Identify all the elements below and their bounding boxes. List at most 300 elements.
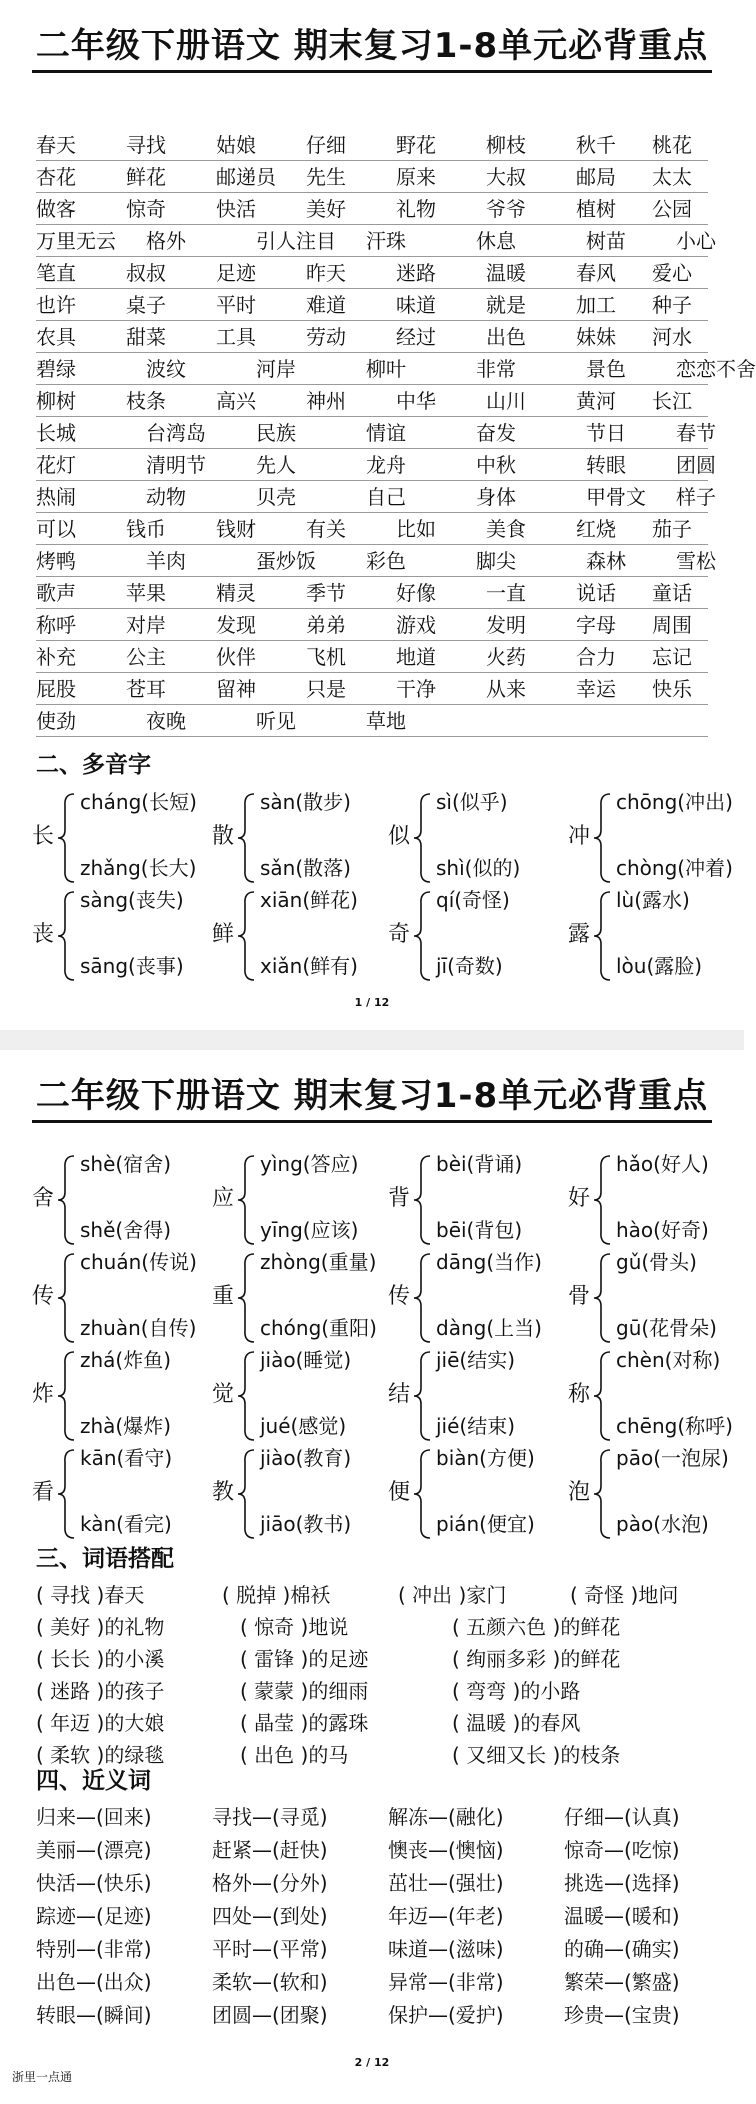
page-title-2: 二年级下册语文 期末复习1-8单元必背重点 bbox=[0, 1072, 744, 1123]
polyphonic-char: 应 bbox=[212, 1186, 235, 1211]
brace-icon bbox=[592, 1154, 612, 1246]
vocab-word: 河岸 bbox=[256, 357, 296, 381]
collocation-item: ( 脱掉 )棉袄 bbox=[222, 1583, 331, 1607]
polyphonic-item bbox=[212, 886, 392, 986]
reading-bottom: pián(便宜) bbox=[436, 1512, 535, 1536]
section-polyphonic-title: 二、多音字 bbox=[36, 752, 151, 778]
polyphonic-char: 长 bbox=[32, 824, 55, 849]
vocab-word: 恋恋不舍 bbox=[676, 357, 756, 381]
vocab-word: 景色 bbox=[586, 357, 626, 381]
vocab-word: 贝壳 bbox=[256, 485, 296, 509]
vocab-word: 转眼 bbox=[586, 453, 626, 477]
collocation-item: ( 温暖 )的春风 bbox=[452, 1711, 581, 1735]
vocab-word: 平时 bbox=[216, 293, 256, 317]
vocab-word: 雪松 bbox=[676, 549, 716, 573]
vocab-word: 弟弟 bbox=[306, 613, 346, 637]
synonym-pair: 味道—(滋味) bbox=[388, 1937, 504, 1961]
vocab-word: 做客 bbox=[36, 197, 76, 221]
vocab-word: 桌子 bbox=[126, 293, 166, 317]
brace-icon bbox=[592, 1448, 612, 1540]
vocab-word: 农具 bbox=[36, 325, 76, 349]
vocab-word: 格外 bbox=[146, 229, 186, 253]
polyphonic-char: 鲜 bbox=[212, 922, 235, 947]
vocab-row bbox=[36, 194, 708, 225]
polyphonic-item bbox=[212, 1248, 392, 1348]
reading-bottom: jiāo(教书) bbox=[260, 1512, 352, 1536]
vocab-word: 红烧 bbox=[576, 517, 616, 541]
polyphonic-item bbox=[212, 1444, 392, 1544]
collocation-item: ( 五颜六色 )的鲜花 bbox=[452, 1615, 621, 1639]
vocab-word: 劳动 bbox=[306, 325, 346, 349]
vocab-word: 姑娘 bbox=[216, 133, 256, 157]
vocab-word: 妹妹 bbox=[576, 325, 616, 349]
vocab-row bbox=[36, 162, 708, 193]
vocab-word: 足迹 bbox=[216, 261, 256, 285]
vocab-row bbox=[36, 514, 708, 545]
vocab-word: 柳叶 bbox=[366, 357, 406, 381]
vocab-word: 美好 bbox=[306, 197, 346, 221]
polyphonic-item bbox=[388, 886, 568, 986]
vocab-word: 有关 bbox=[306, 517, 346, 541]
polyphonic-item bbox=[32, 788, 212, 888]
brace-icon bbox=[412, 1154, 432, 1246]
vocab-row bbox=[36, 258, 708, 289]
polyphonic-item bbox=[568, 886, 748, 986]
vocab-word: 茄子 bbox=[652, 517, 692, 541]
polyphonic-item bbox=[388, 1150, 568, 1250]
vocab-word: 烤鸭 bbox=[36, 549, 76, 573]
vocab-word: 样子 bbox=[676, 485, 716, 509]
synonym-pair: 转眼—(瞬间) bbox=[36, 2003, 152, 2027]
vocab-row bbox=[36, 674, 708, 705]
vocab-row bbox=[36, 578, 708, 609]
vocab-word: 发现 bbox=[216, 613, 256, 637]
vocab-word: 先人 bbox=[256, 453, 296, 477]
synonym-pair: 惊奇—(吃惊) bbox=[564, 1838, 680, 1862]
page-number: 1 / 12 bbox=[354, 996, 390, 1009]
vocab-word: 工具 bbox=[216, 325, 256, 349]
polyphonic-char: 冲 bbox=[568, 824, 591, 849]
vocab-word: 邮局 bbox=[576, 165, 616, 189]
vocab-word: 说话 bbox=[576, 581, 616, 605]
vocab-row bbox=[36, 418, 716, 449]
vocab-word: 热闹 bbox=[36, 485, 76, 509]
collocation-item: ( 长长 )的小溪 bbox=[36, 1647, 165, 1671]
polyphonic-char: 觉 bbox=[212, 1382, 235, 1407]
collocation-item: ( 出色 )的马 bbox=[240, 1743, 349, 1767]
vocab-word: 对岸 bbox=[126, 613, 166, 637]
vocab-word: 民族 bbox=[256, 421, 296, 445]
vocab-word: 味道 bbox=[396, 293, 436, 317]
synonym-pair: 仔细—(认真) bbox=[564, 1805, 680, 1829]
section-collocation-title: 三、词语搭配 bbox=[36, 1546, 174, 1572]
reading-top: jiē(结实) bbox=[436, 1348, 516, 1372]
polyphonic-char: 背 bbox=[388, 1186, 411, 1211]
vocab-row bbox=[36, 610, 708, 641]
synonym-pair: 四处—(到处) bbox=[212, 1904, 328, 1928]
synonym-pair: 保护—(爱护) bbox=[388, 2003, 504, 2027]
polyphonic-char: 丧 bbox=[32, 922, 55, 947]
vocab-word: 非常 bbox=[476, 357, 516, 381]
vocab-word: 使劲 bbox=[36, 709, 76, 733]
vocab-word: 休息 bbox=[476, 229, 516, 253]
synonym-pair: 解冻—(融化) bbox=[388, 1805, 504, 1829]
collocation-item: ( 晶莹 )的露珠 bbox=[240, 1711, 369, 1735]
collocation-item: ( 绚丽多彩 )的鲜花 bbox=[452, 1647, 621, 1671]
vocab-word: 迷路 bbox=[396, 261, 436, 285]
brace-icon bbox=[56, 1252, 76, 1344]
reading-bottom: zhuàn(自传) bbox=[80, 1316, 197, 1340]
vocab-word: 周围 bbox=[652, 613, 692, 637]
reading-top: bèi(背诵) bbox=[436, 1152, 523, 1176]
collocation-item: ( 迷路 )的孩子 bbox=[36, 1679, 165, 1703]
reading-top: jiào(睡觉) bbox=[260, 1348, 352, 1372]
vocab-word: 夜晚 bbox=[146, 709, 186, 733]
vocab-word: 难道 bbox=[306, 293, 346, 317]
polyphonic-item bbox=[388, 1248, 568, 1348]
synonym-pair: 寻找—(寻觅) bbox=[212, 1805, 328, 1829]
reading-top: pāo(一泡尿) bbox=[616, 1446, 729, 1470]
vocab-word: 寻找 bbox=[126, 133, 166, 157]
vocab-word: 身体 bbox=[476, 485, 516, 509]
synonym-pair: 柔软—(软和) bbox=[212, 1970, 328, 1994]
vocab-word: 台湾岛 bbox=[146, 421, 206, 445]
reading-top: xiān(鲜花) bbox=[260, 888, 358, 912]
vocab-word: 发明 bbox=[486, 613, 526, 637]
polyphonic-item bbox=[212, 1346, 392, 1446]
vocab-word: 碧绿 bbox=[36, 357, 76, 381]
vocab-word: 波纹 bbox=[146, 357, 186, 381]
polyphonic-item bbox=[568, 1248, 748, 1348]
vocab-row bbox=[36, 130, 708, 161]
page-gap bbox=[0, 1030, 744, 1050]
vocab-word: 汗珠 bbox=[366, 229, 406, 253]
polyphonic-char: 看 bbox=[32, 1480, 55, 1505]
vocab-word: 地道 bbox=[396, 645, 436, 669]
reading-top: hǎo(好人) bbox=[616, 1152, 709, 1176]
vocab-word: 钱币 bbox=[126, 517, 166, 541]
vocab-row bbox=[36, 386, 708, 417]
vocab-word: 火药 bbox=[486, 645, 526, 669]
collocation-item: ( 蒙蒙 )的细雨 bbox=[240, 1679, 369, 1703]
polyphonic-item bbox=[212, 1150, 392, 1250]
vocab-word: 自己 bbox=[366, 485, 406, 509]
reading-bottom: zhà(爆炸) bbox=[80, 1414, 172, 1438]
collocation-item: ( 弯弯 )的小路 bbox=[452, 1679, 581, 1703]
vocab-word: 童话 bbox=[652, 581, 692, 605]
collocation-item: ( 美好 )的礼物 bbox=[36, 1615, 165, 1639]
polyphonic-char: 传 bbox=[388, 1284, 411, 1309]
reading-bottom: lòu(露脸) bbox=[616, 954, 703, 978]
collocation-item: ( 惊奇 )地说 bbox=[240, 1615, 349, 1639]
vocab-word: 美食 bbox=[486, 517, 526, 541]
vocab-word: 鲜花 bbox=[126, 165, 166, 189]
synonym-pair: 特别—(非常) bbox=[36, 1937, 152, 1961]
vocab-word: 野花 bbox=[396, 133, 436, 157]
reading-bottom: dàng(上当) bbox=[436, 1316, 542, 1340]
vocab-word: 长江 bbox=[652, 389, 692, 413]
brace-icon bbox=[236, 1350, 256, 1442]
vocab-word: 神州 bbox=[306, 389, 346, 413]
vocab-word: 就是 bbox=[486, 293, 526, 317]
synonym-pair: 温暖—(暖和) bbox=[564, 1904, 680, 1928]
synonym-pair: 茁壮—(强壮) bbox=[388, 1871, 504, 1895]
synonym-pair: 归来—(回来) bbox=[36, 1805, 152, 1829]
vocab-row bbox=[36, 290, 708, 321]
vocab-word: 羊肉 bbox=[146, 549, 186, 573]
reading-top: shè(宿舍) bbox=[80, 1152, 172, 1176]
vocab-word: 植树 bbox=[576, 197, 616, 221]
brace-icon bbox=[56, 1154, 76, 1246]
vocab-word: 礼物 bbox=[396, 197, 436, 221]
page-2 bbox=[0, 1050, 744, 2104]
vocab-row bbox=[36, 354, 756, 385]
polyphonic-char: 教 bbox=[212, 1480, 235, 1505]
brace-icon bbox=[236, 1154, 256, 1246]
brace-icon bbox=[56, 1448, 76, 1540]
vocab-word: 春风 bbox=[576, 261, 616, 285]
vocab-row bbox=[36, 482, 716, 513]
brace-icon bbox=[412, 1252, 432, 1344]
brace-icon bbox=[236, 792, 256, 884]
vocab-word: 桃花 bbox=[652, 133, 692, 157]
vocab-word: 大叔 bbox=[486, 165, 526, 189]
polyphonic-char: 称 bbox=[568, 1382, 591, 1407]
synonym-pair: 繁荣—(繁盛) bbox=[564, 1970, 680, 1994]
reading-bottom: jié(结束) bbox=[436, 1414, 516, 1438]
brace-icon bbox=[236, 1448, 256, 1540]
vocab-word: 游戏 bbox=[396, 613, 436, 637]
reading-bottom: sāng(丧事) bbox=[80, 954, 184, 978]
vocab-word: 叔叔 bbox=[126, 261, 166, 285]
reading-bottom: shì(似的) bbox=[436, 856, 521, 880]
vocab-word: 公主 bbox=[126, 645, 166, 669]
brace-icon bbox=[592, 1350, 612, 1442]
reading-top: sàn(散步) bbox=[260, 790, 351, 814]
reading-top: gǔ(骨头) bbox=[616, 1250, 697, 1274]
collocation-item: ( 寻找 )春天 bbox=[36, 1583, 145, 1607]
vocab-word: 补充 bbox=[36, 645, 76, 669]
vocab-word: 钱财 bbox=[216, 517, 256, 541]
section-synonym-title: 四、近义词 bbox=[36, 1768, 151, 1794]
polyphonic-char: 散 bbox=[212, 824, 235, 849]
reading-bottom: shě(舍得) bbox=[80, 1218, 172, 1242]
vocab-word: 可以 bbox=[36, 517, 76, 541]
polyphonic-item bbox=[568, 1150, 748, 1250]
vocab-word: 龙舟 bbox=[366, 453, 406, 477]
brace-icon bbox=[592, 890, 612, 982]
vocab-word: 苹果 bbox=[126, 581, 166, 605]
vocab-word: 甲骨文 bbox=[586, 485, 646, 509]
synonym-pair: 赶紧—(赶快) bbox=[212, 1838, 328, 1862]
reading-top: chèn(对称) bbox=[616, 1348, 721, 1372]
vocab-row bbox=[36, 322, 708, 353]
vocab-word: 动物 bbox=[146, 485, 186, 509]
synonym-pair: 出色—(出众) bbox=[36, 1970, 152, 1994]
vocab-word: 季节 bbox=[306, 581, 346, 605]
polyphonic-char: 骨 bbox=[568, 1284, 591, 1309]
polyphonic-item bbox=[388, 1444, 568, 1544]
reading-top: cháng(长短) bbox=[80, 790, 197, 814]
polyphonic-char: 结 bbox=[388, 1382, 411, 1407]
vocab-word: 树苗 bbox=[586, 229, 626, 253]
vocab-word: 柳树 bbox=[36, 389, 76, 413]
reading-top: chōng(冲出) bbox=[616, 790, 733, 814]
collocation-item: ( 雷锋 )的足迹 bbox=[240, 1647, 369, 1671]
synonym-pair: 年迈—(年老) bbox=[388, 1904, 504, 1928]
vocab-word: 脚尖 bbox=[476, 549, 516, 573]
page-title: 二年级下册语文 期末复习1-8单元必背重点 bbox=[0, 22, 744, 73]
reading-bottom: pào(水泡) bbox=[616, 1512, 709, 1536]
brace-icon bbox=[412, 1448, 432, 1540]
brace-icon bbox=[412, 792, 432, 884]
reading-bottom: gū(花骨朵) bbox=[616, 1316, 717, 1340]
collocation-item: ( 奇怪 )地问 bbox=[570, 1583, 679, 1607]
polyphonic-item bbox=[32, 1150, 212, 1250]
vocab-word: 森林 bbox=[586, 549, 626, 573]
brace-icon bbox=[592, 792, 612, 884]
collocation-item: ( 柔软 )的绿毯 bbox=[36, 1743, 165, 1767]
vocab-word: 春节 bbox=[676, 421, 716, 445]
vocab-word: 种子 bbox=[652, 293, 692, 317]
vocab-word: 笔直 bbox=[36, 261, 76, 285]
vocab-word: 出色 bbox=[486, 325, 526, 349]
reading-bottom: chēng(称呼) bbox=[616, 1414, 733, 1438]
reading-top: zhá(炸鱼) bbox=[80, 1348, 172, 1372]
polyphonic-item bbox=[32, 1346, 212, 1446]
vocab-word: 屁股 bbox=[36, 677, 76, 701]
polyphonic-item bbox=[388, 1346, 568, 1446]
page-1 bbox=[0, 0, 756, 1030]
vocab-word: 爱心 bbox=[652, 261, 692, 285]
reading-bottom: yīng(应该) bbox=[260, 1218, 359, 1242]
vocab-word: 中华 bbox=[396, 389, 436, 413]
vocab-word: 合力 bbox=[576, 645, 616, 669]
reading-bottom: zhǎng(长大) bbox=[80, 856, 197, 880]
reading-top: zhòng(重量) bbox=[260, 1250, 377, 1274]
vocab-word: 山川 bbox=[486, 389, 526, 413]
vocab-word: 比如 bbox=[396, 517, 436, 541]
polyphonic-item bbox=[568, 788, 748, 888]
brace-icon bbox=[412, 890, 432, 982]
reading-bottom: chóng(重阳) bbox=[260, 1316, 377, 1340]
polyphonic-item bbox=[32, 1248, 212, 1348]
brace-icon bbox=[56, 890, 76, 982]
vocab-word: 飞机 bbox=[306, 645, 346, 669]
polyphonic-char: 重 bbox=[212, 1284, 235, 1309]
vocab-word: 柳枝 bbox=[486, 133, 526, 157]
reading-top: sì(似乎) bbox=[436, 790, 508, 814]
brace-icon bbox=[236, 890, 256, 982]
brace-icon bbox=[412, 1350, 432, 1442]
vocab-word: 草地 bbox=[366, 709, 406, 733]
reading-bottom: chòng(冲着) bbox=[616, 856, 733, 880]
vocab-word: 苍耳 bbox=[126, 677, 166, 701]
vocab-word: 字母 bbox=[576, 613, 616, 637]
polyphonic-char: 传 bbox=[32, 1284, 55, 1309]
vocab-word: 先生 bbox=[306, 165, 346, 189]
polyphonic-char: 炸 bbox=[32, 1382, 55, 1407]
vocab-word: 歌声 bbox=[36, 581, 76, 605]
reading-top: sàng(丧失) bbox=[80, 888, 184, 912]
vocab-word: 称呼 bbox=[36, 613, 76, 637]
polyphonic-item bbox=[388, 788, 568, 888]
brace-icon bbox=[236, 1252, 256, 1344]
synonym-pair: 格外—(分外) bbox=[212, 1871, 328, 1895]
reading-top: dāng(当作) bbox=[436, 1250, 542, 1274]
page-number-2: 2 / 12 bbox=[354, 2056, 390, 2069]
collocation-item: ( 年迈 )的大娘 bbox=[36, 1711, 165, 1735]
collocation-item: ( 又细又长 )的枝条 bbox=[452, 1743, 621, 1767]
synonym-pair: 的确—(确实) bbox=[564, 1937, 680, 1961]
polyphonic-char: 便 bbox=[388, 1480, 411, 1505]
vocab-word: 加工 bbox=[576, 293, 616, 317]
vocab-word: 黄河 bbox=[576, 389, 616, 413]
reading-top: lù(露水) bbox=[616, 888, 690, 912]
vocab-word: 听见 bbox=[256, 709, 296, 733]
collocation-item: ( 冲出 )家门 bbox=[398, 1583, 507, 1607]
vocab-word: 情谊 bbox=[366, 421, 406, 445]
vocab-row bbox=[36, 226, 716, 257]
vocab-word: 蛋炒饭 bbox=[256, 549, 316, 573]
brace-icon bbox=[592, 1252, 612, 1344]
vocab-word: 幸运 bbox=[576, 677, 616, 701]
brace-icon bbox=[56, 1350, 76, 1442]
vocab-word: 快乐 bbox=[652, 677, 692, 701]
vocab-word: 精灵 bbox=[216, 581, 256, 605]
synonym-pair: 快活—(快乐) bbox=[36, 1871, 152, 1895]
vocab-word: 邮递员 bbox=[216, 165, 276, 189]
vocab-word: 快活 bbox=[216, 197, 256, 221]
polyphonic-char: 似 bbox=[388, 824, 411, 849]
polyphonic-char: 泡 bbox=[568, 1480, 591, 1505]
reading-bottom: jī(奇数) bbox=[436, 954, 503, 978]
vocab-word: 秋千 bbox=[576, 133, 616, 157]
reading-top: jiào(教育) bbox=[260, 1446, 352, 1470]
vocab-word: 一直 bbox=[486, 581, 526, 605]
vocab-word: 花灯 bbox=[36, 453, 76, 477]
reading-bottom: kàn(看完) bbox=[80, 1512, 172, 1536]
vocab-word: 只是 bbox=[306, 677, 346, 701]
vocab-word: 小心 bbox=[676, 229, 716, 253]
polyphonic-char: 好 bbox=[568, 1186, 591, 1211]
vocab-row bbox=[36, 706, 708, 737]
vocab-word: 春天 bbox=[36, 133, 76, 157]
vocab-word: 万里无云 bbox=[36, 229, 116, 253]
reading-top: kān(看守) bbox=[80, 1446, 173, 1470]
vocab-word: 也许 bbox=[36, 293, 76, 317]
vocab-word: 中秋 bbox=[476, 453, 516, 477]
synonym-pair: 踪迹—(足迹) bbox=[36, 1904, 152, 1928]
vocab-word: 清明节 bbox=[146, 453, 206, 477]
vocab-row bbox=[36, 450, 716, 481]
reading-bottom: sǎn(散落) bbox=[260, 856, 351, 880]
vocab-word: 温暖 bbox=[486, 261, 526, 285]
vocab-word: 原来 bbox=[396, 165, 436, 189]
polyphonic-char: 奇 bbox=[388, 922, 411, 947]
vocab-word: 好像 bbox=[396, 581, 436, 605]
reading-bottom: bēi(背包) bbox=[436, 1218, 523, 1242]
vocab-word: 经过 bbox=[396, 325, 436, 349]
vocab-row bbox=[36, 642, 708, 673]
polyphonic-item bbox=[568, 1444, 748, 1544]
vocab-word: 干净 bbox=[396, 677, 436, 701]
synonym-pair: 挑选—(选择) bbox=[564, 1871, 680, 1895]
reading-bottom: hào(好奇) bbox=[616, 1218, 709, 1242]
reading-top: yìng(答应) bbox=[260, 1152, 359, 1176]
polyphonic-char: 舍 bbox=[32, 1186, 55, 1211]
vocab-word: 河水 bbox=[652, 325, 692, 349]
